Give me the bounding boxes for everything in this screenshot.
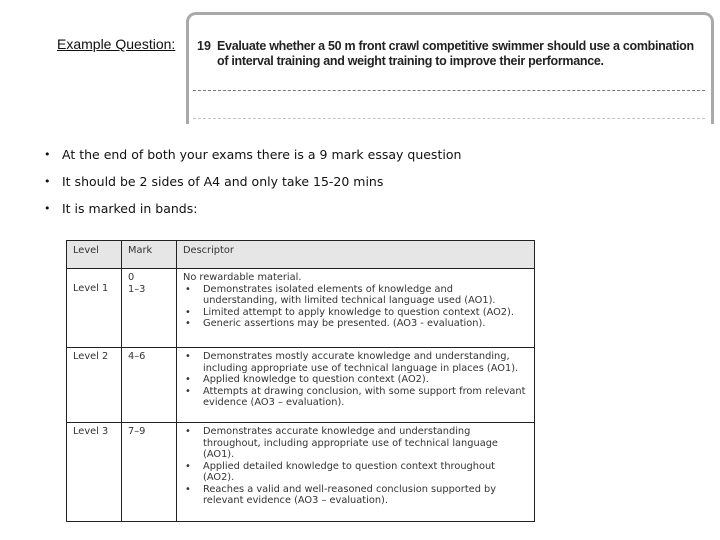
- question-text: Evaluate whether a 50 m front crawl competitive swimmer should use a combination of interval training and weight training to improve their performance.: [217, 39, 694, 68]
- descriptor-item: • Demonstrates mostly accurate knowledge and understanding, including appropriate use of technical language in places (AO1).: [183, 351, 528, 374]
- question-number: 19: [197, 39, 211, 53]
- table-row: [67, 269, 535, 348]
- descriptor-cell: [177, 269, 535, 348]
- table-row: [67, 348, 535, 423]
- exam-question-box: [186, 12, 714, 124]
- descriptor-item: • Attempts at drawing conclusion, with some support from relevant evidence (AO3 – evaluation).: [183, 386, 528, 409]
- level-label: Level 2: [67, 348, 122, 423]
- no-reward-text: No rewardable material.: [183, 272, 302, 283]
- mark-range: 4–6: [122, 348, 177, 423]
- info-bullet-list: [44, 147, 461, 228]
- bullet-item: • It should be 2 sides of A4 and only take 15-20 mins: [44, 174, 461, 201]
- level-label: Level 1: [73, 283, 109, 294]
- descriptor-item: • Demonstrates accurate knowledge and understanding throughout, including appropriate use of technical language (AO1).: [183, 426, 528, 461]
- descriptor-item: • Generic assertions may be presented. (AO3 - evaluation).: [183, 318, 528, 330]
- descriptor-item: • Reaches a valid and well-reasoned conclusion supported by relevant evidence (AO3 – evaluation).: [183, 484, 528, 507]
- answer-line: [193, 90, 705, 91]
- mark-range: 7–9: [122, 423, 177, 522]
- level-label: Level 3: [67, 423, 122, 522]
- bullet-item: • It is marked in bands:: [44, 201, 461, 228]
- descriptor-item: • Applied detailed knowledge to question context throughout (AO2).: [183, 461, 528, 484]
- table-row: [67, 423, 535, 522]
- table-header-row: [67, 241, 535, 269]
- mark-zero: 0: [128, 272, 135, 283]
- example-question-label: Example Question:: [57, 36, 176, 52]
- header-level: Level: [67, 241, 122, 269]
- mark-range: 1–3: [128, 283, 146, 295]
- descriptor-item: • Limited attempt to apply knowledge to question context (AO2).: [183, 307, 528, 319]
- descriptor-item: • Applied knowledge to question context (AO2).: [183, 374, 528, 386]
- descriptor-cell: [177, 423, 535, 522]
- answer-line: [193, 118, 705, 119]
- descriptor-item: • Demonstrates isolated elements of knowledge and understanding, with limited technical language used (AO1).: [183, 284, 528, 307]
- header-mark: Mark: [122, 241, 177, 269]
- descriptor-cell: [177, 348, 535, 423]
- mark-scheme-table: [66, 240, 535, 522]
- bullet-item: • At the end of both your exams there is a 9 mark essay question: [44, 147, 461, 174]
- header-descriptor: Descriptor: [177, 241, 535, 269]
